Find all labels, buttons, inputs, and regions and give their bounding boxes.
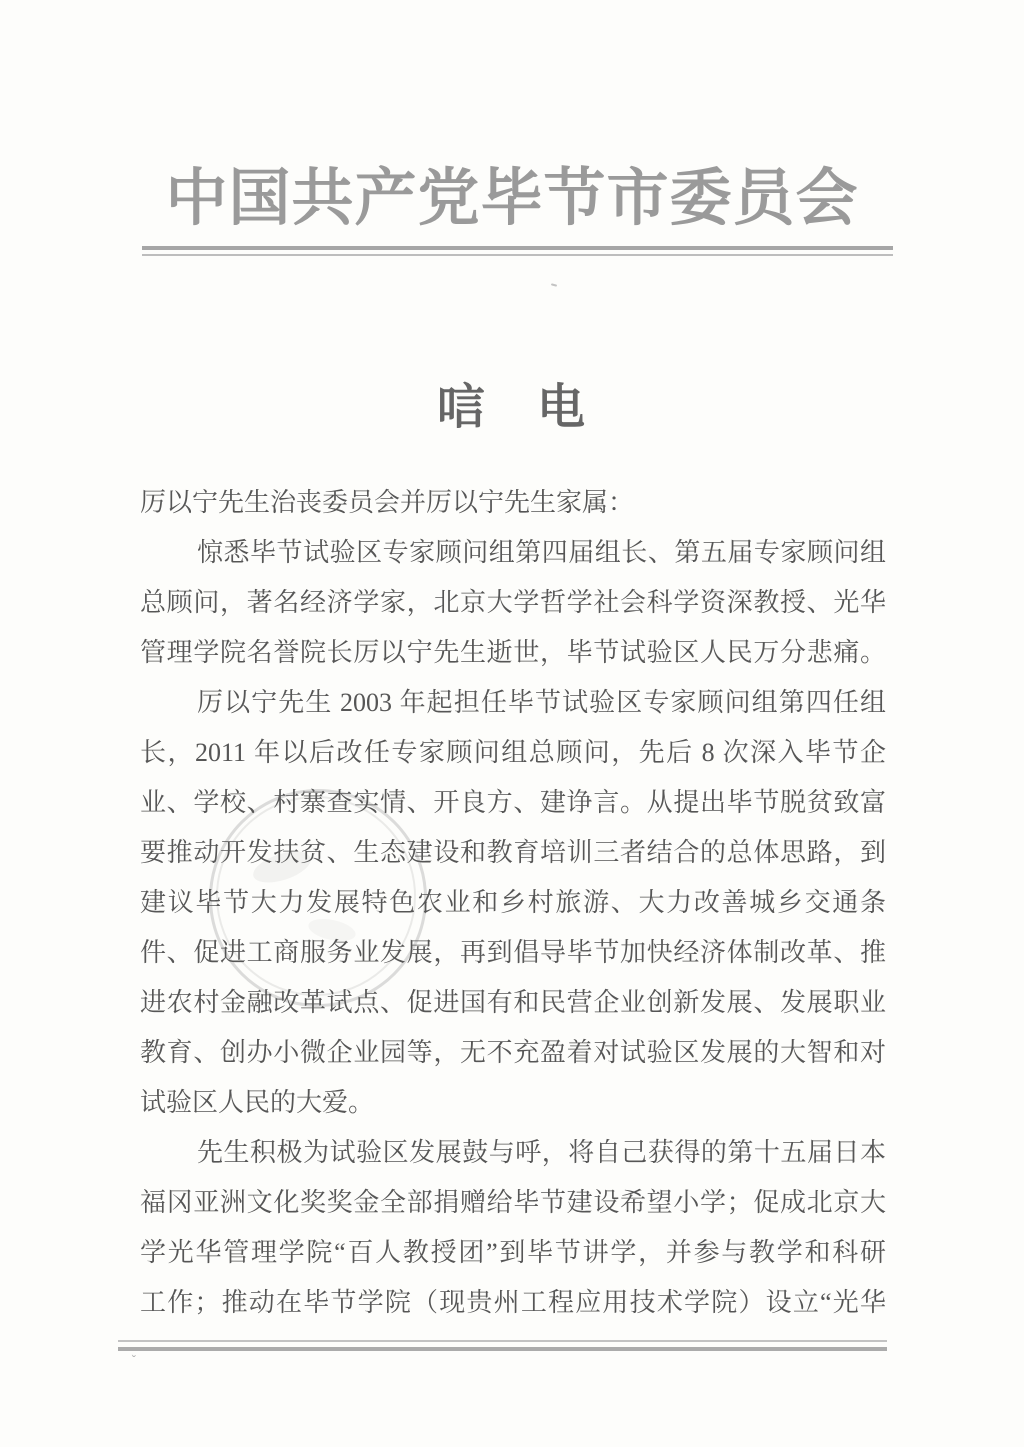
body-line: 试验区人民的大爱。 [140, 1088, 375, 1117]
body-line: 总顾问，著名经济学家，北京大学哲学社会科学资深教授、光华 [140, 588, 886, 617]
letterhead-title: 中国共产党毕节市委员会 [165, 165, 859, 233]
body-line: 惊悉毕节试验区专家顾问组第四届组长、第五届专家顾问组 [197, 538, 886, 567]
body-line: 福冈亚洲文化奖奖金全部捐赠给毕节建设希望小学；促成北京大 [140, 1188, 886, 1217]
document-title: 唁 电 [436, 381, 587, 434]
body-line: 学光华管理学院“百人教授团”到毕节讲学，并参与教学和科研 [140, 1238, 886, 1267]
body-line: 长，2011 年以后改任专家顾问组总顾问，先后 8 次深入毕节企 [140, 738, 886, 767]
body-line: 先生积极为试验区发展鼓与呼，将自己获得的第十五届日本 [197, 1138, 886, 1167]
pencil-mark: ˇ [130, 1351, 137, 1368]
body-line: 厉以宁先生治丧委员会并厉以宁先生家属： [140, 488, 635, 517]
footer-double-rule [118, 1340, 887, 1351]
body-line: 件、促进工商服务业发展，再到倡导毕节加快经济体制改革、推 [140, 938, 886, 967]
body-line: 建议毕节大力发展特色农业和乡村旅游、大力改善城乡交通条 [140, 888, 886, 917]
body-line: 工作；推动在毕节学院（现贵州工程应用技术学院）设立“光华 [140, 1288, 886, 1317]
header-double-rule [142, 246, 893, 256]
body-line: 管理学院名誉院长厉以宁先生逝世，毕节试验区人民万分悲痛。 [140, 638, 886, 667]
body-line: 进农村金融改革试点、促进国有和民营企业创新发展、发展职业 [140, 988, 886, 1017]
scan-speck [551, 283, 557, 286]
header-rule-thin-line [142, 254, 893, 256]
body-line: 厉以宁先生 2003 年起担任毕节试验区专家顾问组第四任组 [197, 688, 886, 717]
body-line: 业、学校、村寨查实情、开良方、建诤言。从提出毕节脱贫致富 [140, 788, 886, 817]
footer-rule-thick-line [118, 1347, 887, 1351]
body-text [140, 478, 886, 1328]
body-line: 教育、创办小微企业园等，无不充盈着对试验区发展的大智和对 [140, 1038, 886, 1067]
body-line: 要推动开发扶贫、生态建设和教育培训三者结合的总体思路，到 [140, 838, 886, 867]
